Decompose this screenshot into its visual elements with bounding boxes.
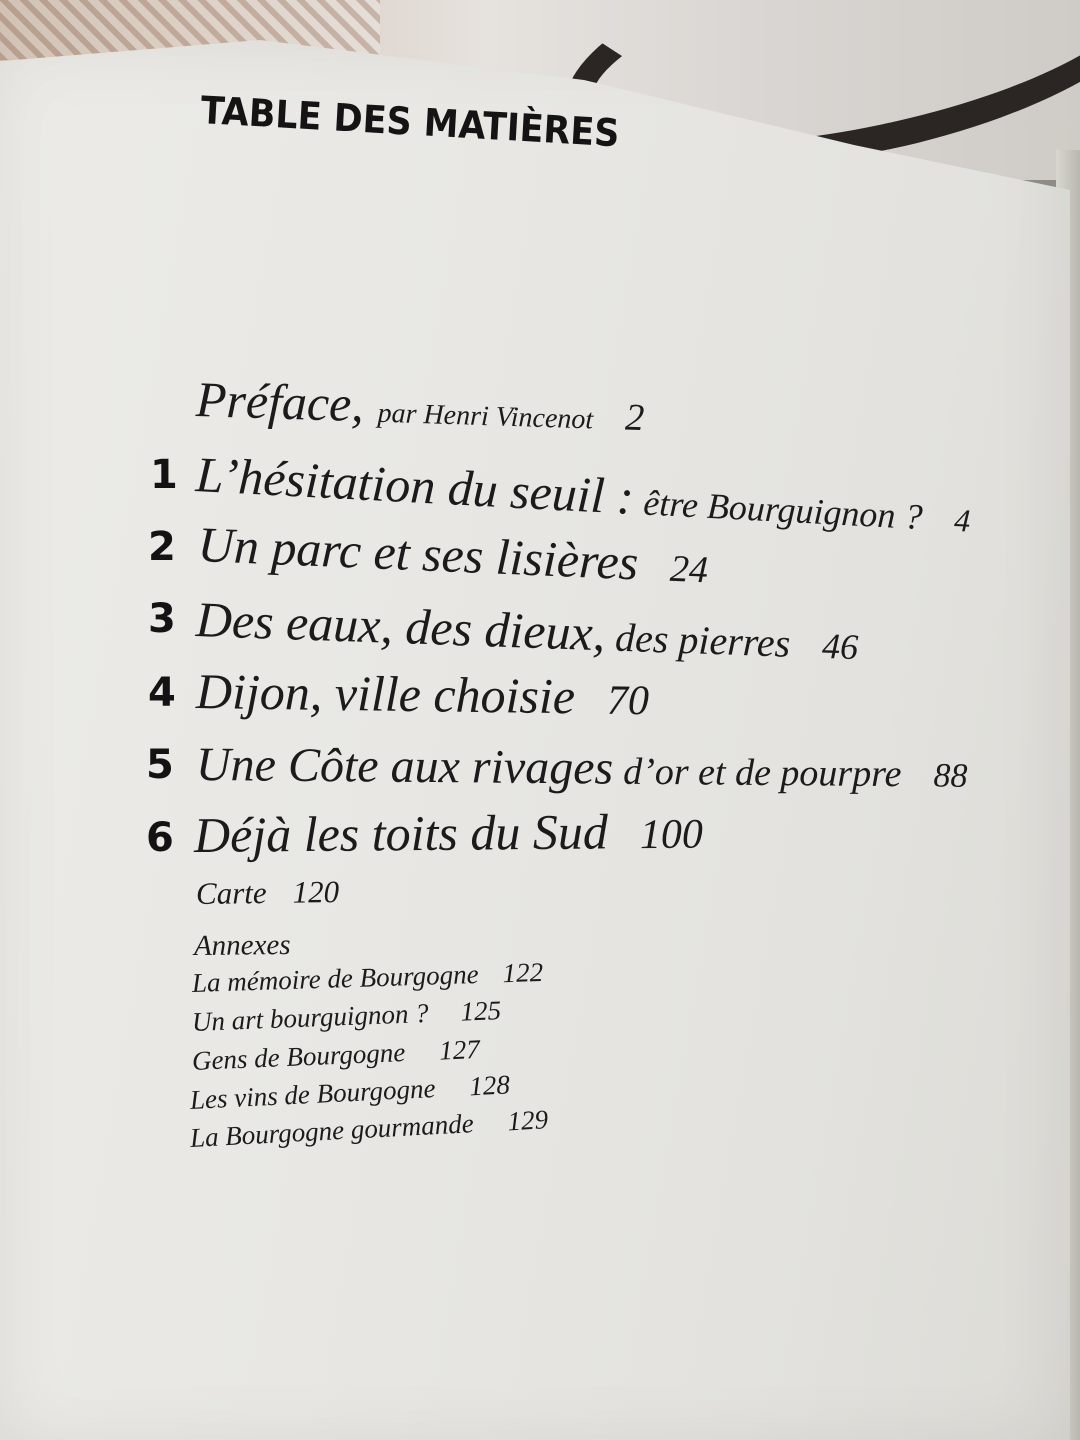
chapter-1-title: L’hésitation du seuil : (194, 446, 636, 525)
annexe-item-page: 128 (468, 1069, 511, 1102)
chapter-1-number: 1 (150, 452, 178, 498)
chapter-3-page: 46 (821, 625, 859, 668)
chapter-4-entry (196, 662, 650, 726)
preface-author: par Henri Vincenot (377, 397, 594, 436)
chapter-4-page: 70 (606, 677, 650, 725)
annexe-item-page: 125 (459, 995, 502, 1027)
chapter-2-page: 24 (669, 547, 709, 592)
annexe-item-page: 122 (502, 956, 544, 989)
chapter-2-entry (197, 515, 710, 594)
annexe-item (191, 1034, 480, 1077)
chapter-5-number: 5 (146, 742, 174, 788)
annexe-item-label: La Bourgogne gourmande (189, 1108, 475, 1153)
preface-page: 2 (624, 396, 645, 440)
chapter-5-page: 88 (933, 757, 968, 795)
annexe-item (191, 995, 501, 1038)
annexe-item-label: Un art bourguignon ? (191, 997, 430, 1037)
chapter-1-title-small: être Bourguignon ? (642, 482, 924, 538)
carte-page: 120 (292, 874, 340, 910)
chapter-4-title: Dijon, ville choisie (195, 663, 576, 725)
annexe-item-page: 129 (506, 1104, 549, 1137)
chapter-6-title: Déjà les toits du Sud (193, 803, 609, 863)
preface-entry (195, 370, 645, 442)
annexe-item-page: 127 (438, 1033, 481, 1066)
chapter-4-number: 4 (148, 670, 176, 716)
annexes-label: Annexes (193, 928, 291, 962)
chapter-6-entry (194, 802, 703, 864)
page-title: TABLE DES MATIÈRES (199, 88, 621, 156)
preface-label: Préface, (195, 371, 365, 433)
chapter-3-number: 3 (148, 596, 176, 642)
carte-entry (196, 874, 340, 912)
chapter-2-number: 2 (148, 524, 176, 570)
annexe-item-label: La mémoire de Bourgogne (191, 959, 480, 998)
chapter-5-title-small: d’or et de pourpre (623, 750, 902, 796)
annexes-heading (194, 929, 291, 963)
chapter-5-entry (196, 737, 968, 799)
carte-label: Carte (195, 875, 267, 911)
annexe-item-label: Gens de Bourgogne (191, 1037, 406, 1076)
chapter-2-title: Un parc et ses lisières (196, 516, 640, 591)
annexe-item-label: Les vins de Bourgogne (189, 1073, 437, 1115)
chapter-1-page: 4 (953, 501, 972, 539)
chapter-6-number: 6 (146, 815, 174, 861)
chapter-3-entry (195, 590, 859, 671)
annexe-item (192, 957, 544, 999)
chapter-3-title-small: des pierres (614, 614, 792, 666)
chapter-3-title: Des eaux, des dieux, (195, 591, 607, 662)
chapter-5-title: Une Côte aux rivages (195, 738, 614, 795)
chapter-6-page: 100 (639, 811, 704, 859)
